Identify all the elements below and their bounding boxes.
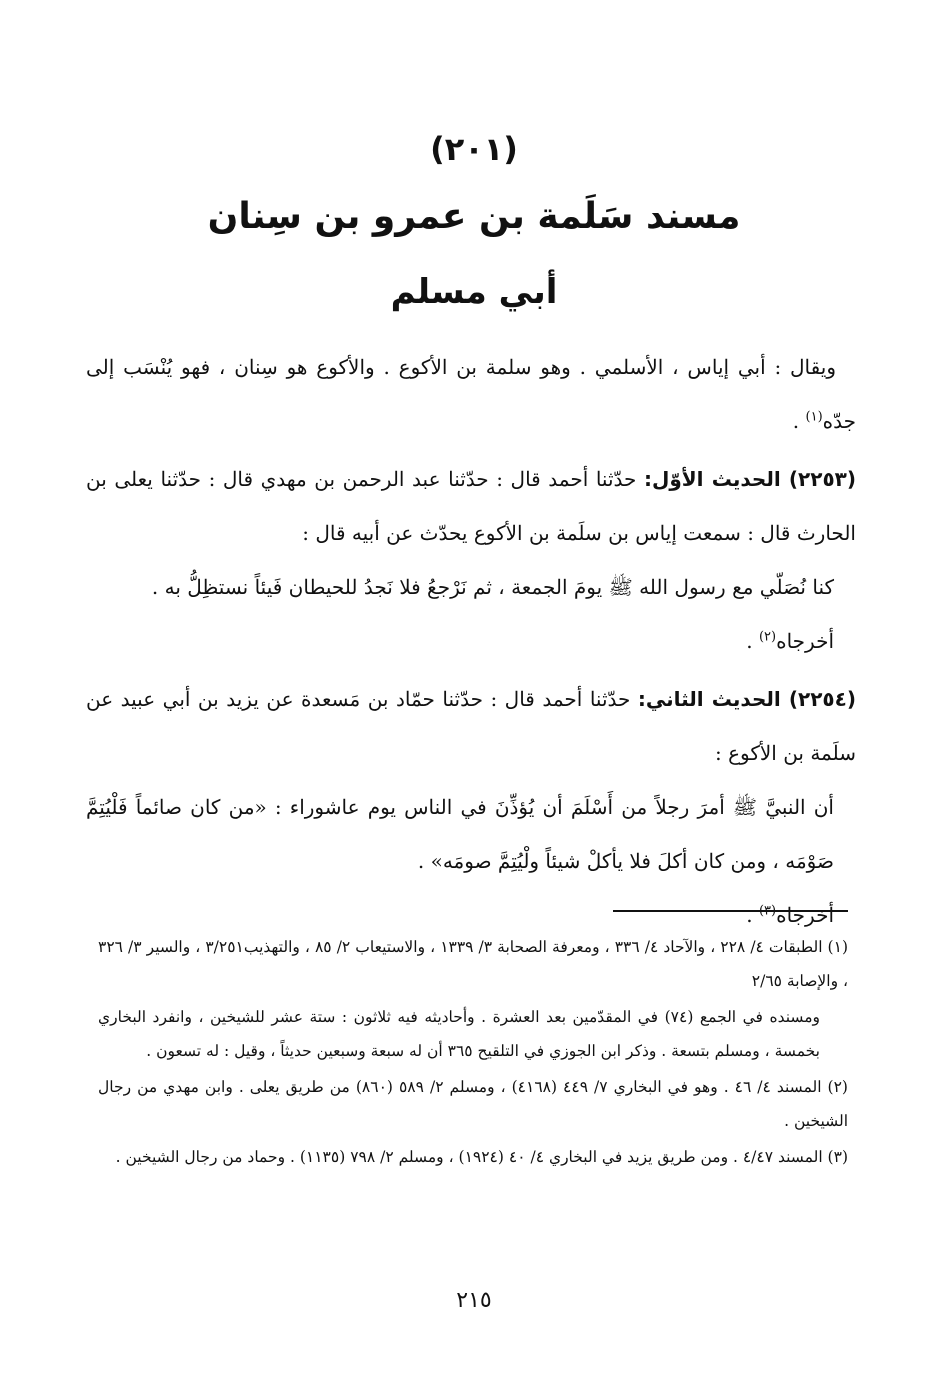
footnote-ref-2: (٢) [758, 629, 777, 645]
page-title: مسند سَلَمة بن عمرو بن سِنان [207, 196, 741, 237]
footnote-3: (٣) المسند ٤/٤٧ . ومن طريق يزيد في البخاري ٤/ ٤٠ (١٩٢٤) ، ومسلم ٢/ ٧٩٨ (١١٣٥) . وحماد من رجال الشيخين . [115, 1148, 848, 1166]
intro-text: ويقال : أبي إياس ، الأسلمي . وهو سلمة بن الأكوع . والأكوع هو سِنان ، فهو يُنْسَب إلى جدّه [86, 355, 856, 433]
hadith-1-takhrij [86, 614, 856, 668]
main-text [86, 340, 856, 942]
hadith-2-isnad-text: حدّثنا أحمد قال : حدّثنا حمّاد بن مَسعدة عن يزيد بن أبي عبيد عن سلَمة بن الأكوع : [86, 687, 856, 765]
footnotes [98, 930, 848, 1176]
footnote-divider [613, 910, 848, 912]
footnote-2: (٢) المسند ٤/ ٤٦ . وهو في البخاري ٧/ ٤٤٩ (٤١٦٨) ، ومسلم ٢/ ٥٨٩ (٨٦٠) من طريق يعلى . وابن مهدي من رجال الشيخين . [98, 1078, 848, 1130]
hadith-1-matn: كنا نُصَلّي مع رسول الله ﷺ يومَ الجمعة ، ثم نَرْجعُ فلا نَجدُ للحيطان فَيئاً نستظِلُّ به . [151, 575, 834, 599]
hadith-2-label: (٢٢٥٤) الحديث الثاني: [637, 687, 856, 711]
hadith-2-isnad [86, 672, 856, 780]
intro-paragraph [86, 340, 856, 448]
footnote-1: (١) الطبقات ٤/ ٢٢٨ ، والآحاد ٤/ ٣٣٦ ، ومعرفة الصحابة ٣/ ١٣٣٩ ، والاستيعاب ٢/ ٨٥ ، والتهذيب٣/٢٥١ ، والسير ٣/ ٣٢٦ ، والإصابة ٢/٦٥ [98, 938, 848, 990]
intro-end: . [792, 409, 806, 433]
hadith-1-label: (٢٢٥٣) الحديث الأوّل: [643, 467, 856, 491]
hadith-2-takhrij-end: . [746, 903, 759, 927]
hadith-2-takhrij-text: أخرجاه [776, 903, 834, 927]
hadith-1-takhrij-text: أخرجاه [776, 629, 834, 653]
footnote-1-continuation: ومسنده في الجمع (٧٤) في المقدّمين بعد العشرة . وأحاديثه فيه ثلاثون : ستة عشر للشيخين ، وانفرد البخاري بخمسة ، ومسلم بتسعة . وذكر ابن الجوزي في التلقيح ٣٦٥ أن له سبعة وسبعين حديثاً ، وقيل : له تسعون . [98, 1008, 820, 1060]
hadith-1-takhrij-end: . [746, 629, 759, 653]
footnote-ref-1: (١) [805, 409, 823, 425]
hadith-1-isnad [86, 452, 856, 560]
page-subtitle: أبي مسلم [390, 272, 558, 312]
hadith-1-isnad-text: حدّثنا أحمد قال : حدّثنا عبد الرحمن بن مهدي قال : حدّثنا يعلى بن الحارث قال : سمعت إياس بن سلَمة بن الأكوع يحدّث عن أبيه قال : [86, 467, 856, 545]
page-number: ٢١٥ [456, 1288, 492, 1313]
hadith-2-matn: أن النبيَّ ﷺ أمرَ رجلاً من أَسْلَمَ أن يُؤذِّنَ في الناس يوم عاشوراء : «من كان صائماً فَلْيُتِمَّ صَوْمَه ، ومن كان أكلَ فلا يأكلْ شيئاً ولْيُتِمَّ صومَه» . [86, 795, 834, 873]
chapter-number: (٢٠١) [430, 130, 518, 168]
footnote-ref-3: (٣) [758, 903, 777, 919]
